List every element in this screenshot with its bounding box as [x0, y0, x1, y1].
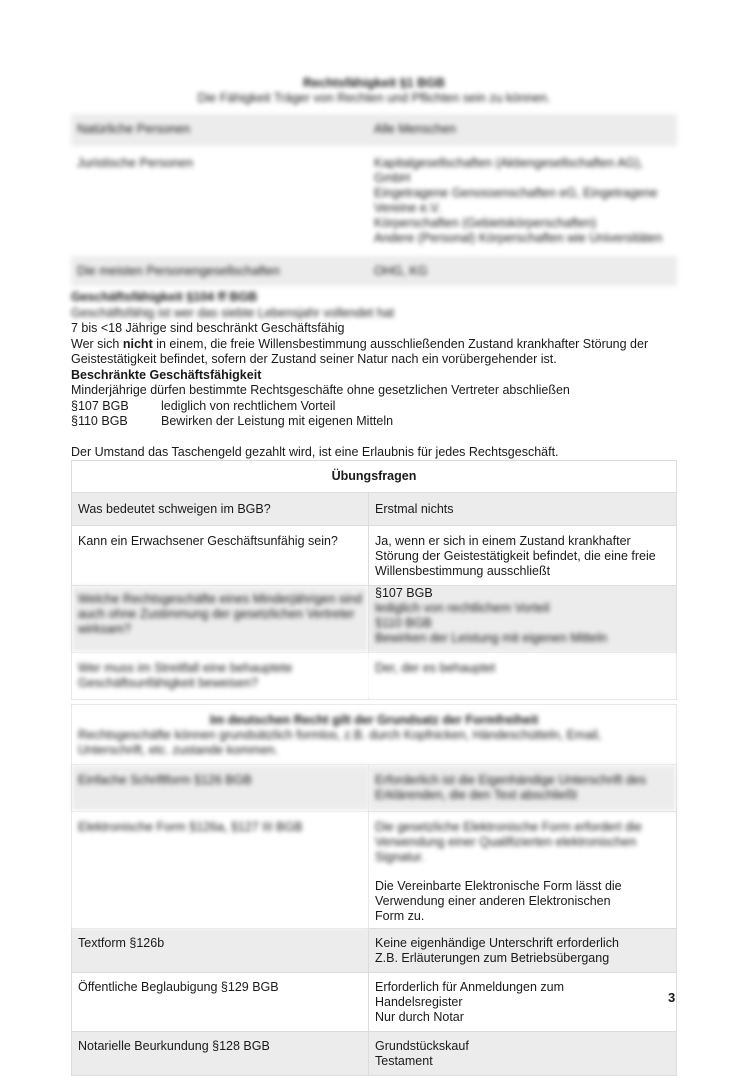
list-item: Keine eigenhändige Unterschrift erforderlich: [375, 936, 619, 950]
table-cell: Textform §126b: [72, 929, 369, 973]
text-line: Der Umstand das Taschengeld gezahlt wird, ist eine Erlaubnis für jedes Rechtsgeschäft.: [71, 444, 559, 459]
table-cell: Die meisten Personengesellschaften: [71, 256, 368, 286]
text-line: Geistestätigkeit befindet, sofern der Zustand seiner Natur nach ein vorübergehender ist.: [71, 352, 557, 366]
formfreiheit-title: Im deutschen Recht gilt der Grundsatz der Formfreiheit: [209, 713, 539, 727]
table-cell: Elektronische Form §126a, §127 III BGB: [72, 812, 369, 929]
table-cell: [369, 929, 677, 973]
paragraph-key: §107 BGB: [71, 398, 129, 413]
table-cell: [369, 586, 677, 653]
text-bold: nicht: [122, 336, 153, 351]
list-item: Die gesetzliche Elektronische Form erfordert die Verwendung einer Qualifizierten elektronischen Signatur.: [375, 820, 642, 864]
table-cell: [369, 973, 677, 1032]
list-item: Störung der Geistestätigkeit befindet, die eine freie: [375, 549, 656, 563]
list-item: §107 BGB: [375, 586, 433, 600]
list-item: Erforderlich für Anmeldungen zum: [375, 980, 564, 994]
rechtsfaehigkeit-table: [71, 68, 677, 286]
text-span: Wer sich: [71, 336, 123, 351]
geschaeftsfaehigkeit-section: [71, 290, 677, 460]
table-cell: Kann ein Erwachsener Geschäftsunfähig sein?: [72, 526, 369, 586]
list-item: Verwendung einer anderen Elektronischen: [375, 894, 611, 908]
list-item: §110 BGB: [375, 616, 432, 630]
paragraph-value: Bewirken der Leistung mit eigenen Mitteln: [161, 414, 394, 428]
text-line: Minderjährige dürfen bestimmte Rechtsgeschäfte ohne gesetzlichen Vertreter abschließen: [71, 383, 570, 397]
section-heading: Geschäftsfähigkeit §104 ff BGB: [71, 290, 258, 304]
list-item: Nur durch Notar: [375, 1010, 464, 1024]
rechtsfaehigkeit-title: Rechtsfähigkeit §1 BGB: [303, 76, 445, 90]
uebungsfragen-table: [71, 460, 677, 700]
table-cell: [369, 812, 677, 929]
document-page: [71, 68, 677, 1076]
list-item: Testament: [375, 1054, 433, 1068]
table-cell: Der, der es behauptet: [369, 653, 677, 700]
paragraph-row: [71, 414, 677, 430]
table-cell: Einfache Schriftform §126 BGB: [72, 765, 369, 812]
list-item: Z.B. Erläuterungen zum Betriebsübergang: [375, 951, 610, 965]
text-line: Geschäftsfähig ist wer das siebte Lebensjahr vollendet hat: [71, 305, 395, 320]
text-span: in einem, die freie Willensbestimmung ausschließenden Zustand krankhafter Störung der: [152, 336, 649, 351]
list-item: Kapitalgesellschaften (Aktiengesellschaften AG), GmbH: [374, 156, 643, 185]
text-line: [71, 337, 677, 353]
list-item: Eingetragene Genossenschaften eG, Eingetragene Vereine e.V.: [374, 186, 658, 215]
list-item: Handelsregister: [375, 995, 463, 1009]
table-cell: Was bedeutet schweigen im BGB?: [72, 493, 369, 526]
rechtsfaehigkeit-subtitle: Die Fähigkeit Träger von Rechten und Pflichten sein zu können.: [197, 91, 551, 105]
formfreiheit-table: [71, 704, 677, 1076]
uebungsfragen-title: Übungsfragen: [72, 461, 677, 493]
table-cell: Erstmal nichts: [369, 493, 677, 526]
table-cell: Notarielle Beurkundung §128 BGB: [72, 1032, 369, 1076]
text-line: 7 bis <18 Jährige sind beschränkt Geschäftsfähig: [71, 321, 345, 335]
list-item: Willensbestimmung ausschließt: [375, 564, 551, 578]
table-cell: [368, 146, 677, 256]
list-item: Grundstückskauf: [375, 1039, 469, 1053]
table-cell: [369, 526, 677, 586]
table-cell: Natürliche Personen: [71, 114, 368, 146]
table-cell: Erforderlich ist die Eigenhändige Unterschrift des Erklärenden, die den Text abschließt: [369, 765, 677, 812]
list-item: Ja, wenn er sich in einem Zustand krankhafter: [375, 534, 631, 548]
list-item: Die Vereinbarte Elektronische Form lässt die: [375, 879, 622, 893]
table-cell: Öffentliche Beglaubigung §129 BGB: [72, 973, 369, 1032]
paragraph-value: lediglich von rechtlichem Vorteil: [161, 398, 336, 413]
formfreiheit-subtitle: Rechtsgeschäfte können grundsätzlich formlos, z.B. durch Kopfnicken, Händeschütteln, Email, Unterschrift, etc. zustande kommen.: [78, 728, 602, 757]
table-cell: Juristische Personen: [71, 146, 368, 256]
table-cell: Wer muss im Streitfall eine behauptete Geschäftsunfähigkeit beweisen?: [72, 653, 369, 700]
table-cell: OHG, KG: [368, 256, 677, 286]
paragraph-key: §110 BGB: [71, 414, 128, 428]
paragraph-row: [71, 399, 677, 415]
table-cell: [369, 1032, 677, 1076]
page-number: 3: [668, 990, 676, 1005]
list-item: Körperschaften (Gebietskörperschaften): [374, 216, 597, 230]
list-item: Bewirken der Leistung mit eigenen Mitteln: [375, 631, 608, 645]
table-cell: Alle Menschen: [368, 114, 677, 146]
subheading: Beschränkte Geschäftsfähigkeit: [71, 367, 262, 382]
table-cell: Welche Rechtsgeschäfte eines Minderjährigen sind auch ohne Zustimmung der gesetzlichen Vertreter wirksam?: [72, 586, 369, 653]
list-item: lediglich von rechtlichem Vorteil: [375, 601, 550, 615]
list-item: Form zu.: [375, 909, 425, 923]
list-item: Andere (Personal) Körperschaften wie Universitäten: [374, 231, 663, 245]
